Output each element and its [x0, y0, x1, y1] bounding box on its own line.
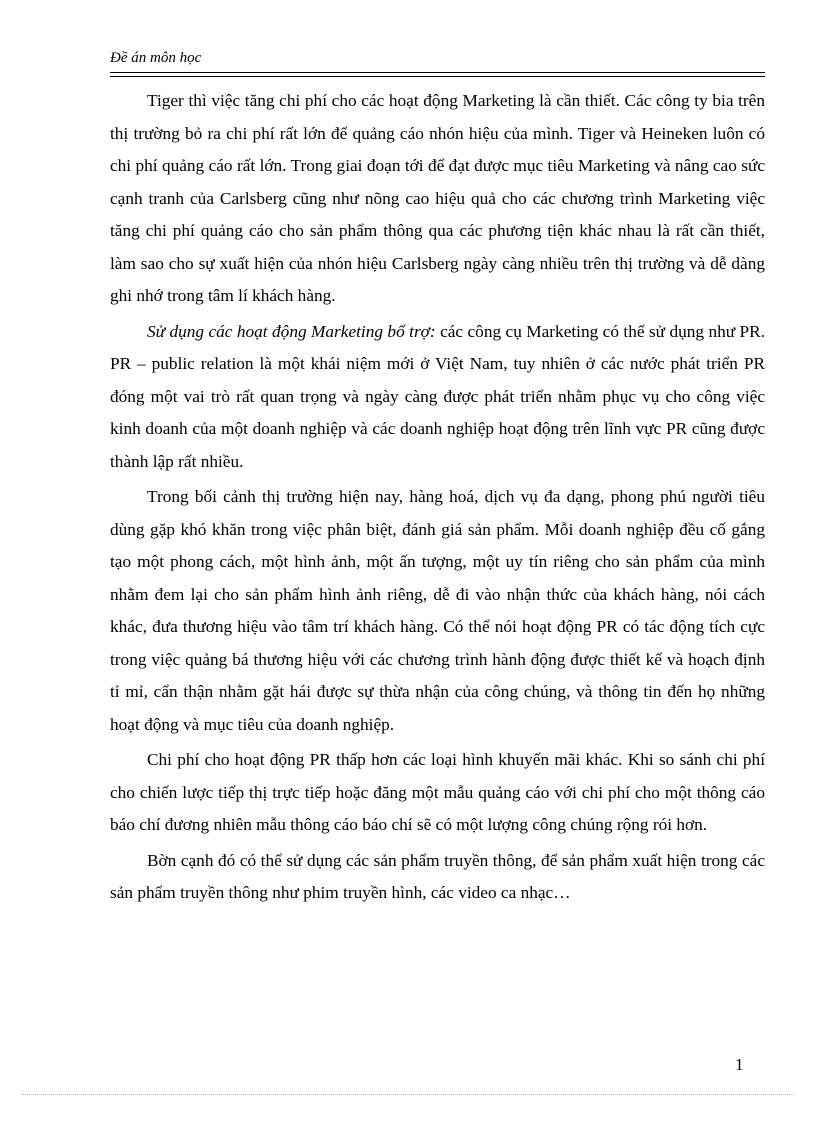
- paragraph-text: Bờn cạnh đó có thể sử dụng các sản phẩm truyền thông, để sản phẩm xuất hiện trong các sản phẩm truyền thông như phim truyền hình, các video ca nhạc…: [110, 850, 765, 902]
- paragraph-text: Chi phí cho hoạt động PR thấp hơn các loại hình khuyến mãi khác. Khi so sánh chi phí cho chiến lược tiếp thị trực tiếp hoặc đăng một mẫu quảng cáo với chi phí cho một thông cáo báo chí đương nhiên mẫu thông cáo báo chí sẽ có một lượng công chúng rộng rói hơn.: [110, 750, 765, 834]
- paragraph: [110, 481, 765, 741]
- header-rule-thick: [110, 72, 765, 73]
- page-number: 1: [735, 1055, 744, 1074]
- italic-lead: Sử dụng các hoạt động Marketing bổ trợ:: [147, 321, 436, 341]
- body-text: [110, 85, 765, 913]
- paragraph-text: các công cụ Marketing có thể sử dụng như PR. PR – public relation là một khái niệm mới ở Việt Nam, tuy nhiên ở các nước phát triển PR đóng một vai trò rất quan trọng và ngày càng được phát triển nhằm phục vụ cho công việc kinh doanh của một doanh nghiệp và các doanh nghiệp hoạt động trên lĩnh vực PR cũng được thành lập rất nhiều.: [110, 321, 765, 471]
- paragraph: [110, 744, 765, 842]
- header-rule-thin: [110, 76, 765, 77]
- paragraph-text: Trong bối cảnh thị trường hiện nay, hàng hoá, dịch vụ đa dạng, phong phú người tiêu dùng gặp khó khăn trong việc phân biệt, đánh giá sản phẩm. Mỗi doanh nghiệp đều cố gắng tạo một phong cách, một hình ảnh, một ấn tượng, một uy tín riêng cho sản phẩm của mình nhằm đem lại cho sản phẩm hình ảnh riêng, dễ đi vào nhận thức của khách hàng, nói cách khác, đưa thương hiệu vào tâm trí khách hàng. Có thể nói hoạt động PR có tác động tích cực trong việc quảng bá thương hiệu với các chương trình hành động được thiết kế và hoạch định tỉ mỉ, cẩn thận nhằm gặt hái được sự thừa nhận của công chúng, và thông tin đến họ những hoạt động và mục tiêu của doanh nghiệp.: [110, 487, 765, 734]
- paragraph: [110, 85, 765, 313]
- paragraph-text: Tiger thì việc tăng chi phí cho các hoạt động Marketing là cần thiết. Các công ty bia trên thị trường bỏ ra chi phí rất lớn để quảng cáo nhón hiệu của mình. Tiger và Heineken luôn có chi phí quảng cáo rất lớn. Trong giai đoạn tới để đạt được mục tiêu Marketing và nâng cao sức cạnh tranh của Carlsberg cũng như nõng cao hiệu quả cho các chương trình Marketing việc tăng chi phí quảng cáo cho sản phẩm thông qua các phương tiện khác nhau là rất cần thiết, làm sao cho sự xuất hiện của nhón hiệu Carlsberg ngày càng nhiều trên thị trường và dễ dàng ghi nhớ trong tâm lí khách hàng.: [110, 91, 765, 305]
- paragraph: [110, 316, 765, 479]
- running-header: Đề án môn học: [110, 50, 202, 66]
- paragraph: [110, 845, 765, 910]
- page-bottom-border: [22, 1094, 794, 1095]
